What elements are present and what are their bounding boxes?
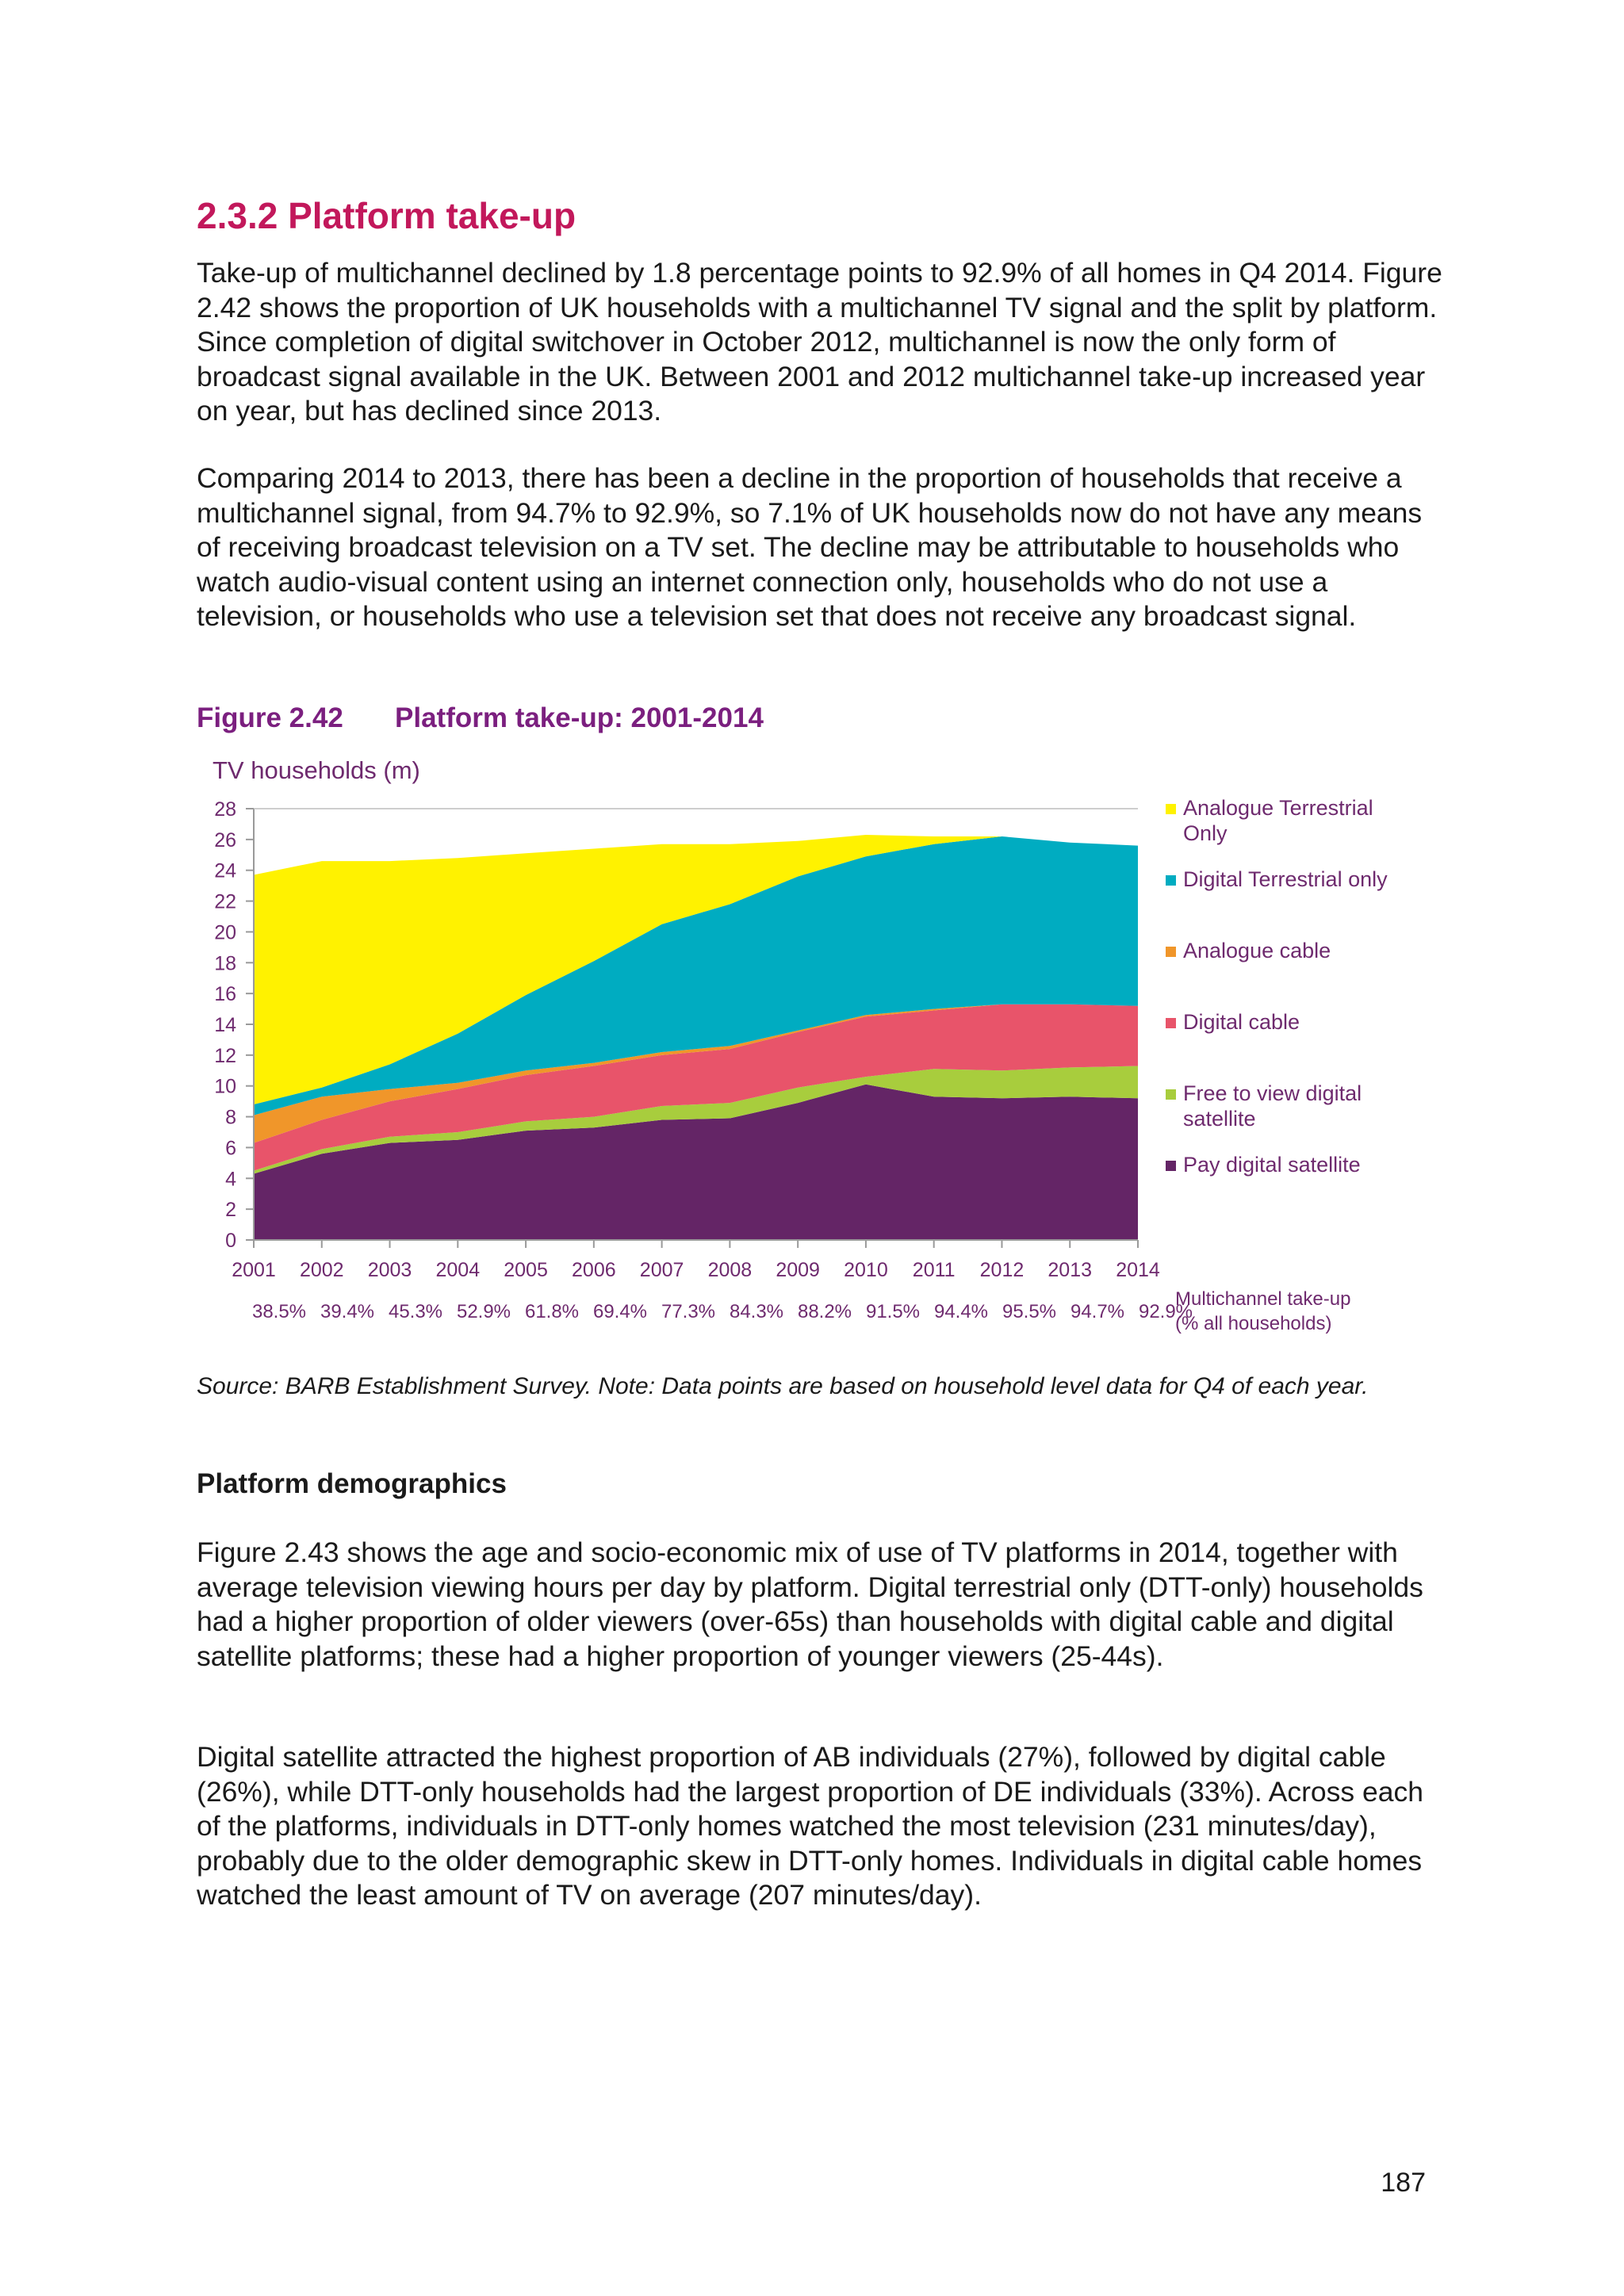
x-tick-label: 2010 xyxy=(844,1259,888,1281)
y-tick-label: 16 xyxy=(214,983,236,1006)
legend-swatch xyxy=(1166,1018,1176,1028)
body-paragraph: Digital satellite attracted the highest proportion of AB individuals (27%), followed by digital cable (26%), while DTT-only households had the largest proportion of DE individuals (33%). Across each of the platforms, individuals in DTT-only homes watched the most television (231 minutes/day), probably due to the older demographic skew in DTT-only homes. Individuals in digital cable homes watched the least amount of TV on average (207 minutes/day). xyxy=(197,1741,1424,1911)
y-tick-label: 14 xyxy=(214,1014,236,1036)
takeup-value: 45.3% xyxy=(388,1301,443,1322)
takeup-value: 39.4% xyxy=(320,1301,375,1322)
legend-label: Only xyxy=(1183,821,1228,845)
legend-label: Free to view digital xyxy=(1183,1081,1362,1105)
page-number: 187 xyxy=(1381,2168,1426,2198)
takeup-value: 61.8% xyxy=(524,1301,580,1322)
body-paragraph: Figure 2.43 shows the age and socio-economic mix of use of TV platforms in 2014, together with average television viewing hours per day by platform. Digital terrestrial only (DTT-only) households had a higher proportion of older viewers (over-65s) than households with digital cable and digital satellite platforms; these had a higher proportion of younger viewers (25-44s). xyxy=(197,1536,1423,1672)
chart-areas xyxy=(254,835,1138,1240)
takeup-row xyxy=(252,1301,1193,1322)
figure-source-note: Source: BARB Establishment Survey. Note: Data points are based on household level data for Q4 of each year. xyxy=(197,1373,1369,1399)
legend-swatch xyxy=(1166,947,1176,957)
y-tick-label: 8 xyxy=(225,1106,236,1129)
legend-swatch xyxy=(1166,804,1176,814)
y-tick-label: 4 xyxy=(225,1168,236,1191)
takeup-value: 38.5% xyxy=(251,1301,307,1322)
takeup-label-line1: Multichannel take-up xyxy=(1175,1288,1351,1310)
x-tick-label: 2007 xyxy=(639,1259,684,1281)
legend-label: satellite xyxy=(1183,1107,1256,1131)
chart-legend xyxy=(1166,796,1388,1177)
legend-swatch xyxy=(1166,1089,1176,1100)
section-heading: 2.3.2 Platform take-up xyxy=(197,195,576,236)
x-tick-label: 2006 xyxy=(572,1259,616,1281)
takeup-label-line2: (% all households) xyxy=(1175,1313,1332,1334)
y-tick-label: 0 xyxy=(225,1230,236,1252)
y-tick-label: 12 xyxy=(214,1044,236,1067)
y-tick-label: 6 xyxy=(225,1137,236,1160)
y-axis-label: TV households (m) xyxy=(213,756,420,784)
x-tick-label: 2001 xyxy=(232,1259,276,1281)
takeup-value: 77.3% xyxy=(661,1301,716,1322)
takeup-value: 94.7% xyxy=(1070,1301,1125,1322)
x-tick-label: 2005 xyxy=(504,1259,548,1281)
x-tick-label: 2011 xyxy=(912,1259,956,1281)
y-tick-label: 18 xyxy=(214,952,236,975)
takeup-value: 92.9% xyxy=(1138,1301,1193,1322)
takeup-value: 88.2% xyxy=(797,1301,852,1322)
x-tick-label: 2013 xyxy=(1048,1259,1093,1281)
legend-label: Digital cable xyxy=(1183,1010,1300,1034)
x-tick-label: 2004 xyxy=(435,1259,481,1281)
y-tick-label: 28 xyxy=(214,798,236,821)
legend-swatch xyxy=(1166,1161,1176,1171)
takeup-value: 69.4% xyxy=(592,1301,648,1322)
takeup-value: 94.4% xyxy=(933,1301,989,1322)
figure-number: Figure 2.42 xyxy=(197,702,343,733)
x-tick-label: 2009 xyxy=(776,1259,820,1281)
legend-label: Analogue Terrestrial xyxy=(1183,796,1373,820)
y-tick-label: 22 xyxy=(214,890,236,913)
y-tick-label: 26 xyxy=(214,828,236,851)
y-tick-label: 20 xyxy=(214,921,236,944)
legend-label: Digital Terrestrial only xyxy=(1183,867,1388,891)
body-paragraph: Take-up of multichannel declined by 1.8 percentage points to 92.9% of all homes in Q4 2014. Figure 2.42 shows the proportion of UK households with a multichannel TV signal and the split by platform. Since completion of digital switchover in October 2012, multichannel is now the only form of broadcast signal available in the UK. Between 2001 and 2012 multichannel take-up increased year on year, but has declined since 2013. xyxy=(197,257,1442,427)
x-tick-label: 2003 xyxy=(367,1259,412,1281)
legend-label: Pay digital satellite xyxy=(1183,1153,1361,1177)
figure-title: Platform take-up: 2001-2014 xyxy=(395,702,764,733)
y-tick-label: 2 xyxy=(225,1199,236,1222)
legend-label: Analogue cable xyxy=(1183,939,1331,962)
x-tick-label: 2008 xyxy=(707,1259,753,1281)
body-paragraph: Comparing 2014 to 2013, there has been a decline in the proportion of households that receive a multichannel signal, from 94.7% to 92.9%, so 7.1% of UK households now do not have any means of receiving broadcast television on a TV set. The decline may be attributable to households who watch audio-visual content using an internet connection only, households who do not use a television, or households who use a television set that does not receive any broadcast signal. xyxy=(197,462,1423,632)
x-tick-label: 2012 xyxy=(979,1259,1025,1281)
x-tick-label: 2002 xyxy=(299,1259,344,1281)
y-tick-label: 10 xyxy=(214,1075,236,1098)
demographics-heading: Platform demographics xyxy=(197,1468,507,1499)
takeup-value: 84.3% xyxy=(729,1301,784,1322)
x-tick-label: 2014 xyxy=(1116,1259,1160,1281)
takeup-value: 91.5% xyxy=(865,1301,921,1322)
takeup-value: 95.5% xyxy=(1002,1301,1057,1322)
legend-swatch xyxy=(1166,875,1176,886)
takeup-value: 52.9% xyxy=(456,1301,511,1322)
figure-caption xyxy=(197,702,764,734)
y-tick-label: 24 xyxy=(214,859,236,882)
platform-takeup-chart xyxy=(0,745,1624,1348)
